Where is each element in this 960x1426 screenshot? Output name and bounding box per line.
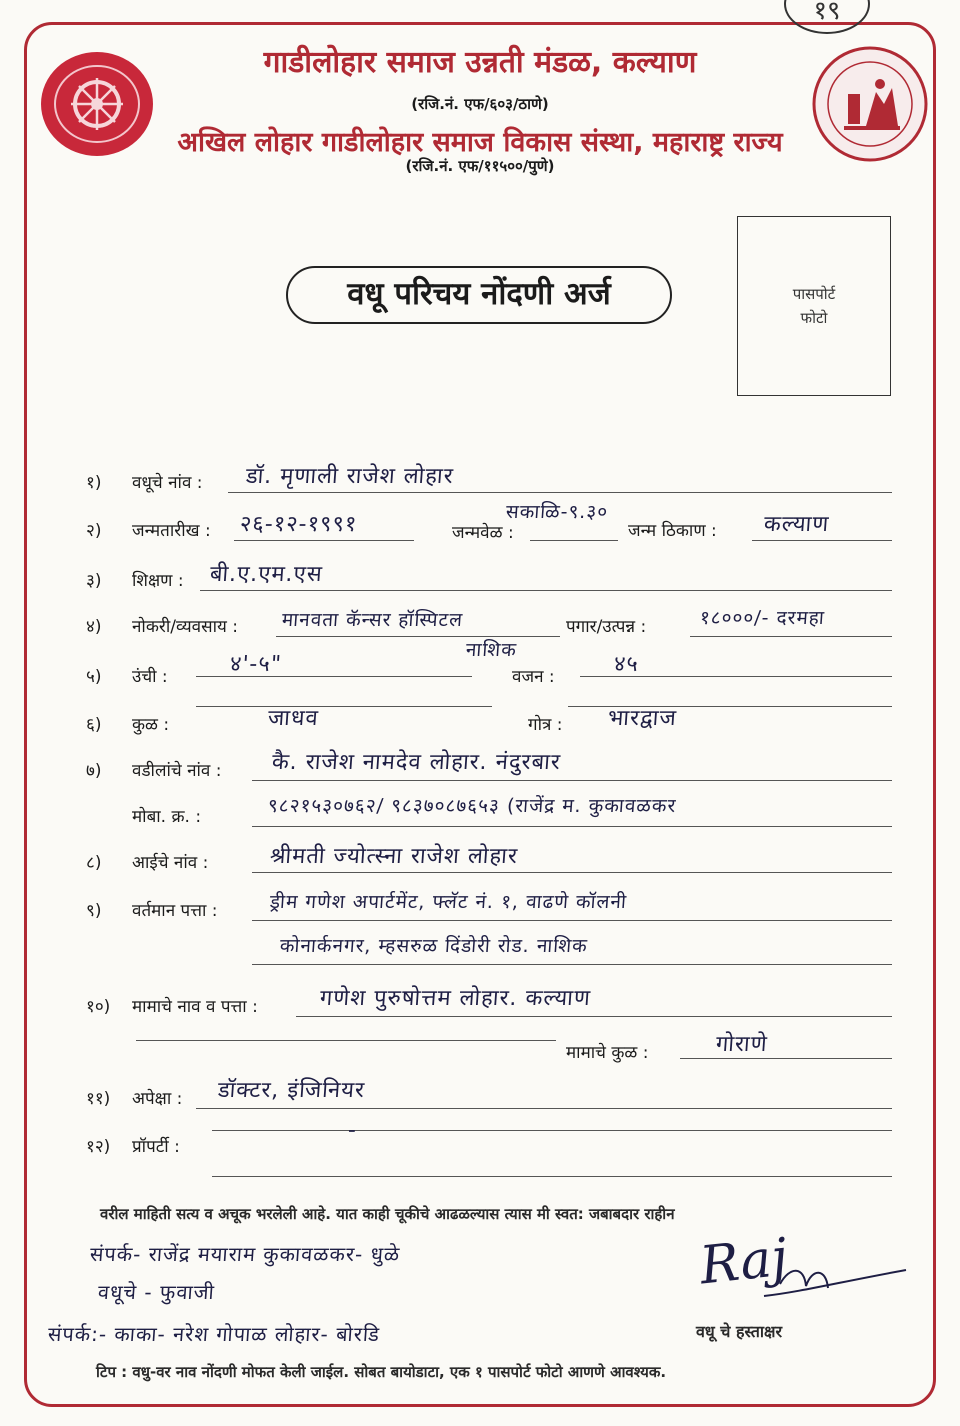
bride-name-label: वधूचे नांव : xyxy=(132,473,203,493)
expectation-label: अपेक्षा : xyxy=(132,1089,183,1109)
property-line-2 xyxy=(212,1176,892,1177)
education-line xyxy=(200,590,892,591)
address-value-1: ड्रीम गणेश अपार्टमेंट, फ्लॅट नं. १, वाढणे कॉलनी xyxy=(269,891,628,913)
property-line-1 xyxy=(212,1130,892,1131)
birth-place-line xyxy=(752,540,892,541)
gotra-value: भारद्वाज xyxy=(607,706,678,731)
height-label: उंची : xyxy=(132,667,168,687)
page-number-note: १९ xyxy=(784,0,870,34)
salary-label: पगार/उत्पन्न : xyxy=(566,617,647,637)
passport-photo-box xyxy=(737,216,891,396)
signature-stroke xyxy=(760,1262,910,1302)
mobile-label: मोबा. क्र. : xyxy=(132,807,202,827)
job-location-value: नाशिक xyxy=(465,639,518,661)
education-value: बी.ए.एम.एस xyxy=(209,562,324,587)
address-line-2 xyxy=(252,964,892,965)
father-label: वडीलांचे नांव : xyxy=(132,761,222,781)
field-number-3: ३) xyxy=(86,571,102,591)
birth-place-label: जन्म ठिकाण : xyxy=(628,521,717,541)
dob-label: जन्मतारीख : xyxy=(132,521,211,541)
education-label: शिक्षण : xyxy=(132,571,184,591)
expectation-value: डॉक्टर, इंजिनियर xyxy=(217,1078,366,1103)
photo-box-label-2: फोटो xyxy=(800,309,828,327)
uncle-value: गणेश पुरुषोत्तम लोहार. कल्याण xyxy=(319,986,592,1011)
field-number-4: ४) xyxy=(86,617,102,637)
uncle-line-2 xyxy=(136,1040,556,1041)
kul-label: कुळ : xyxy=(132,715,170,735)
footer-note: टिप : वधु-वर नाव नोंदणी मोफत केली जाईल. सोबत बायोडाटा, एक १ पासपोर्ट फोटो आणणे आवश्यक. xyxy=(96,1363,667,1381)
dob-value: २६-१२-१९९१ xyxy=(239,512,359,537)
salary-line xyxy=(690,636,892,637)
property-label: प्रॉपर्टी : xyxy=(132,1137,180,1157)
address-label: वर्तमान पत्ता : xyxy=(132,901,218,921)
uncle-kul-value: गोराणे xyxy=(715,1032,769,1057)
mobile-line xyxy=(252,826,892,827)
birth-time-label: जन्मवेळ : xyxy=(452,523,514,543)
address-line-1 xyxy=(252,920,892,921)
height-value: ४'-५" xyxy=(229,652,283,677)
photo-box-label-1: पासपोर्ट xyxy=(792,285,836,303)
uncle-label: मामाचे नाव व पत्ता : xyxy=(132,997,258,1017)
gotra-label: गोत्र : xyxy=(528,715,563,735)
kul-line xyxy=(196,706,492,707)
birth-place-value: कल्याण xyxy=(763,512,831,537)
header-title-sanstha: अखिल लोहार गाडीलोहार समाज विकास संस्था, महाराष्ट्र राज्य xyxy=(177,127,783,158)
weight-label: वजन : xyxy=(512,667,555,687)
header-registration-1: (रजि.नं. एफ/६०३/ठाणे) xyxy=(411,95,549,113)
bride-name-value: डॉ. मृणाली राजेश लोहार xyxy=(245,464,455,489)
father-line xyxy=(252,780,892,781)
mother-value: श्रीमती ज्योत्स्ना राजेश लोहार xyxy=(269,844,519,869)
bride-name-line xyxy=(228,492,892,493)
mother-label: आईचे नांव : xyxy=(132,853,209,873)
expectation-line xyxy=(196,1108,892,1109)
uncle-kul-label: मामाचे कुळ : xyxy=(566,1043,649,1063)
dob-line xyxy=(234,540,414,541)
mother-line xyxy=(252,872,892,873)
field-number-6: ६) xyxy=(86,715,102,735)
contact-line-1: संपर्क- राजेंद्र मयाराम कुकावळकर- धुळे xyxy=(89,1242,402,1266)
field-number-5: ५) xyxy=(86,667,102,687)
field-number-9: ९) xyxy=(86,901,102,921)
field-number-8: ८) xyxy=(86,853,102,873)
bride-signature: Raj xyxy=(697,1227,791,1297)
birth-time-value: सकाळि-९.३० xyxy=(505,501,609,523)
uncle-line xyxy=(296,1016,892,1017)
field-number-12: १२) xyxy=(86,1137,111,1157)
property-value: - xyxy=(347,1118,358,1143)
declaration-text: वरील माहिती सत्य व अचूक भरलेली आहे. यात काही चूकीचे आढळल्यास त्यास मी स्वत: जबाबदार राहीन xyxy=(100,1205,675,1223)
field-number-10: १०) xyxy=(86,997,111,1017)
uncle-kul-line xyxy=(680,1058,892,1059)
form-title: वधू परिचय नोंदणी अर्ज xyxy=(286,266,672,324)
address-value-2: कोनार्कनगर, म्हसरुळ दिंडोरी रोड. नाशिक xyxy=(279,935,589,957)
field-number-2: २) xyxy=(86,521,102,541)
job-label: नोकरी/व्यवसाय : xyxy=(132,617,238,637)
header-title-mandal: गाडीलोहार समाज उन्नती मंडळ, कल्याण xyxy=(263,45,697,80)
father-value: कै. राजेश नामदेव लोहार. नंदुरबार xyxy=(271,750,562,775)
contact-line-3: संपर्क:- काका- नरेश गोपाळ लोहार- बोरडि xyxy=(47,1322,381,1346)
header-registration-2: (रजि.नं. एफ/११५००/पुणे) xyxy=(405,157,555,175)
field-number-1: १) xyxy=(86,473,102,493)
mobile-value: ९८२१५३०७६२/ ९८३७०८७६५३ (राजेंद्र म. कुकावळकर xyxy=(267,795,678,817)
birth-time-line xyxy=(530,540,618,541)
field-number-7: ७) xyxy=(86,761,102,781)
signature-label: वधू चे हस्ताक्षर xyxy=(696,1322,783,1341)
kul-value: जाधव xyxy=(267,706,320,731)
job-value: मानवता कॅन्सर हॉस्पिटल xyxy=(281,609,464,631)
contact-line-2: वधूचे - फुवाजी xyxy=(97,1280,216,1304)
salary-value: १८०००/- दरमहा xyxy=(699,607,826,629)
weight-value: ४५ xyxy=(613,652,640,677)
field-number-11: ११) xyxy=(86,1089,111,1109)
